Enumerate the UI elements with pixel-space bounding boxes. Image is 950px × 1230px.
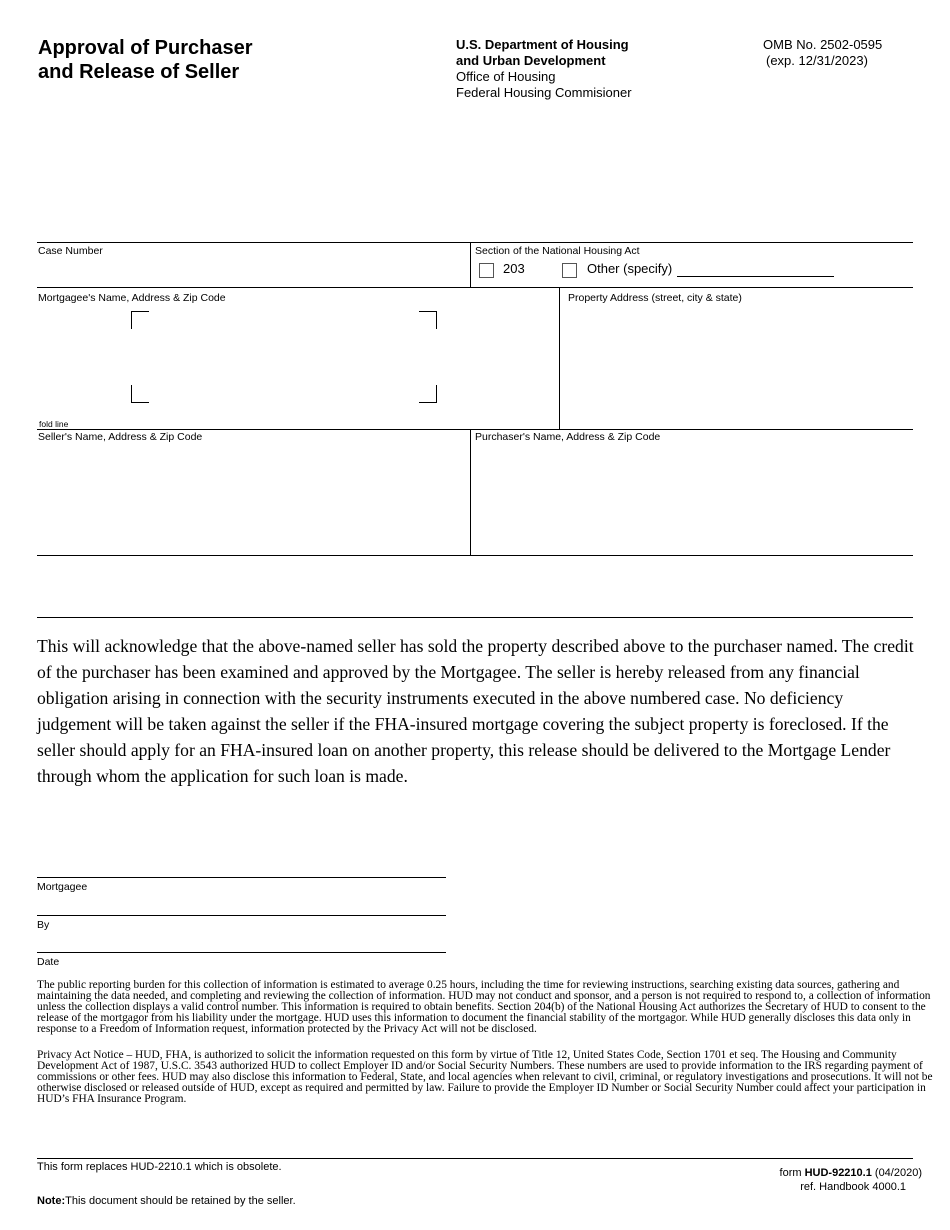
purchaser-field[interactable] — [475, 446, 909, 552]
form-number: HUD-92210.1 — [804, 1167, 872, 1179]
property-address-label: Property Address (street, city & state) — [568, 292, 742, 304]
fold-line-label: fold line — [39, 419, 69, 429]
mortgagee-field[interactable] — [38, 306, 553, 414]
omb-number: OMB No. 2502-0595 — [763, 37, 883, 52]
replaces-text: This form replaces HUD-2210.1 which is obsolete. — [37, 1161, 282, 1173]
agency-line-2: and Urban Development — [456, 53, 606, 68]
agency-line-1: U.S. Department of Housing — [456, 37, 629, 52]
property-address-field[interactable] — [564, 306, 909, 426]
title-line-2: and Release of Seller — [38, 61, 240, 83]
section-label: Section of the National Housing Act — [475, 245, 640, 257]
handbook-reference: ref. Handbook 4000.1 — [800, 1181, 906, 1193]
mortgagee-signature-line[interactable] — [37, 877, 446, 878]
agency-line-4: Federal Housing Commisioner — [456, 85, 632, 100]
agency-line-3: Office of Housing — [456, 69, 556, 84]
form-date: (04/2020) — [871, 1167, 922, 1179]
section-other-checkbox[interactable] — [562, 263, 577, 278]
mortgagee-property-divider — [559, 287, 560, 429]
agency-block — [456, 37, 632, 101]
by-signature-line[interactable] — [37, 915, 446, 916]
footer-rule — [37, 1158, 913, 1159]
section-203-checkbox[interactable] — [479, 263, 494, 278]
release-statement: This will acknowledge that the above-named seller has sold the property described above to the purchaser named. The credit of the purchaser has been examined and approved by the Mortgagee. The seller is hereby released from any financial obligation arising in connection with the security instruments executed in the above numbered case. No deficiency judgement will be taken against the seller if the FHA-insured mortgage covering the subject property is foreclosed. If the seller should apply for an FHA-insured loan on another property, this release should be delivered to the Mortgage Lender through whom the application for such loan is made. — [37, 636, 914, 786]
row-3-rule — [37, 555, 913, 556]
omb-expiration: (exp. 12/31/2023) — [766, 53, 868, 68]
row-1-rule — [37, 287, 913, 288]
seller-purchaser-divider — [470, 429, 471, 555]
form-prefix: form — [779, 1167, 805, 1179]
form-top-rule — [37, 242, 913, 243]
date-line[interactable] — [37, 952, 446, 953]
privacy-notice: Privacy Act Notice – HUD, FHA, is authorized to solicit the information requested on this form by virtue of Title 12, United States Code, Section 1701 et seq. The Housing and Community Development Act of 1987, U.S.C. 3543 authorized HUD to collect Employer ID and/or Social Security Numbers. These numbers are used to provide information to the IRS regarding payment of commissions or other fees. HUD may also disclose this information to Federal, State, and local agencies when relevant to civil, criminal, or regulatory investigations and prosecutions. It will not be otherwise disclosed or released outside of HUD, except as required and permitted by law. Failure to provide the Employer ID Number or Social Security Number could affect your participation in HUD’s FHA Insurance Program. — [37, 1049, 933, 1105]
seller-label: Seller's Name, Address & Zip Code — [38, 431, 203, 443]
purchaser-label: Purchaser's Name, Address & Zip Code — [475, 431, 661, 443]
by-signature-label: By — [37, 919, 50, 931]
other-specify-field[interactable] — [677, 276, 834, 277]
case-section-divider — [470, 242, 471, 287]
seller-field[interactable] — [38, 446, 466, 552]
form-title — [38, 36, 253, 84]
row-4-rule — [37, 617, 913, 618]
date-label: Date — [37, 956, 60, 968]
omb-block — [763, 37, 882, 69]
burden-notice: The public reporting burden for this collection of information is estimated to average 0.25 hours, including the time for reviewing instructions, searching existing data sources, gathering and maintaining the data needed, and completing and reviewing the collection of information. HUD may not conduct and sponsor, and a person is not required to respond to, a collection of information unless the collection displays a valid control number. This information is required to obtain benefits. Section 204(b) of the National Housing Act authorizes the Secretary of HUD to consent to the release of the mortgagor from his liability under the mortgage. HUD uses this information to document the financial stability of the mortgagor. While HUD generally discloses this data only in response to a Freedom of Information request, information protected by the Privacy Act will not be disclosed. — [37, 979, 931, 1035]
mortgagee-label: Mortgagee's Name, Address & Zip Code — [38, 292, 226, 304]
case-number-label: Case Number — [38, 245, 103, 257]
form-id — [700, 1167, 922, 1180]
note-label: Note: — [37, 1195, 66, 1207]
section-other-label: Other (specify) — [587, 261, 673, 276]
title-line-1: Approval of Purchaser — [38, 37, 253, 59]
note-text: This document should be retained by the seller. — [65, 1195, 296, 1207]
mortgagee-signature-label: Mortgagee — [37, 881, 88, 893]
row-2-rule — [37, 429, 913, 430]
case-number-field[interactable] — [38, 258, 466, 286]
section-203-label: 203 — [503, 261, 525, 276]
retention-note — [37, 1195, 296, 1208]
